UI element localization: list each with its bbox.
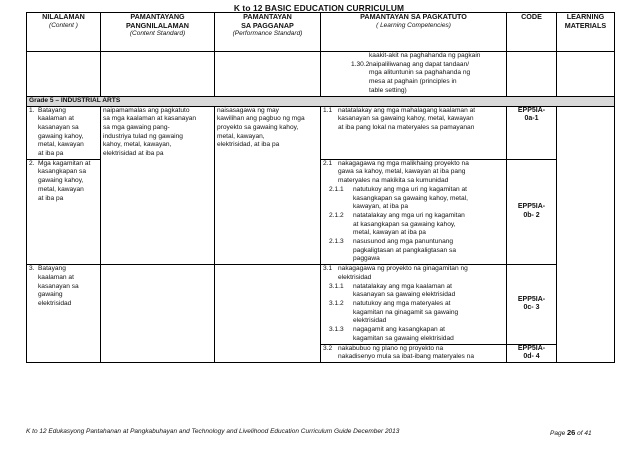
content-cell: 2. Mga kagamitan at kasangkapan sa gawaing kahoy, metal, kawayan at iba pa xyxy=(27,159,101,264)
materials-cell xyxy=(557,106,615,362)
document-title: K to 12 BASIC EDUCATION CURRICULUM xyxy=(233,3,405,13)
header-row xyxy=(27,13,615,52)
code-cell: EPP5IA- 0d- 4 xyxy=(507,344,557,362)
content-cell: 1. Batayang kaalaman at kasanayan sa gawaing kahoy, metal, kawayan at iba pa xyxy=(27,106,101,159)
content-cell: 3. Batayang kaalaman at kasanayan sa gawaing elektrisidad xyxy=(27,265,101,363)
header-learning-materials: LEARNING MATERIALS xyxy=(557,13,615,52)
header-content-standard: PAMANTAYANG PANGNILALAMAN (Content Standard) xyxy=(101,13,215,52)
competency-cell: 3.1 nakagagawa ng proyekto na ginagamitan ng elektrisidad 3.1.1 natatalakay ang mga kaalaman at kasanayan sa gawaing elektrisidad 3.1.2 natutukoy ang mga materyales at kagamitan na ginagamit sa gawaing elektrisidad 3.1.3 nagagamit ang kasangkapan at kagamitan sa gawaing elektrisidad xyxy=(321,265,507,344)
curriculum-table xyxy=(26,12,615,363)
code-cell: EPP5IA- 0a-1 xyxy=(507,106,557,159)
content-standard-cell xyxy=(101,265,215,363)
page-number: Page 26 of 41 xyxy=(550,428,592,437)
header-content: NILALAMAN (Content ) xyxy=(27,13,101,52)
header-performance-standard: PAMANTAYAN SA PAGGANAP (Performance Standard) xyxy=(215,13,321,52)
grade-bar xyxy=(27,96,615,106)
content-standard-cell: naipamamalas ang pagkatuto sa mga kaalaman at kasanayan sa mga gawaing pang- industriya tulad ng gawaing kahoy, metal, kawayan, elektrisidad at iba pa xyxy=(101,106,215,265)
competency-cell: 2.1 nakagagawa ng mga malikhaing proyekto na gawa sa kahoy, metal, kawayan at iba pang materyales na makikita sa kumunidad 2.1.1 natutukoy ang mga uri ng kagamitan at kasangkapan sa gawaing kahoy, metal, kawayan, at iba pa 2.1.2 natatalakay ang mga uri ng kagamitan at kasangkapan sa gawaing kahoy, metal, kawayan at iba pa 2.1.3 nasusunod ang mga panuntunang pagkaligtasan at pangkaligtasan sa paggawa xyxy=(321,159,507,264)
performance-standard-cell xyxy=(215,265,321,363)
table-row xyxy=(27,106,615,159)
continuation-competency: kaakit-akit na paghahanda ng pagkain 1.30.2naipaliliwanag ang dapat tandaan/ mga alituntunin sa paghahanda ng mesa at paghain (principles in table setting) xyxy=(321,52,507,97)
code-cell: EPP5IA- 0b- 2 xyxy=(507,159,557,264)
header-learning-competencies: PAMANTAYAN SA PAGKATUTO ( Learning Competencies) xyxy=(321,13,507,52)
competency-cell: 1.1 natatalakay ang mga mahalagang kaalaman at kasanayan sa gawaing kahoy, metal, kawayan at iba pang lokal na materyales sa pamayanan xyxy=(321,106,507,159)
code-cell: EPP5IA- 0c- 3 xyxy=(507,265,557,344)
continuation-row xyxy=(27,52,615,97)
grade-label: Grade 5 – INDUSTRIAL ARTS xyxy=(27,96,615,106)
performance-standard-cell: naisasagawa ng may kawilihan ang pagbuo ng mga proyekto sa gawaing kahoy, metal, kawayan, elektrisidad, at iba pa xyxy=(215,106,321,265)
header-code: CODE xyxy=(507,13,557,52)
footer-text: K to 12 Edukasyong Pantahanan at Pangkabuhayan and Technology and Livelihood Education Curriculum Guide December 2013 xyxy=(26,428,400,435)
competency-cell: 3.2 nakabubuo ng plano ng proyekto na nakadisenyo mula sa ibat-ibang materyales na xyxy=(321,344,507,362)
table-row xyxy=(27,265,615,344)
